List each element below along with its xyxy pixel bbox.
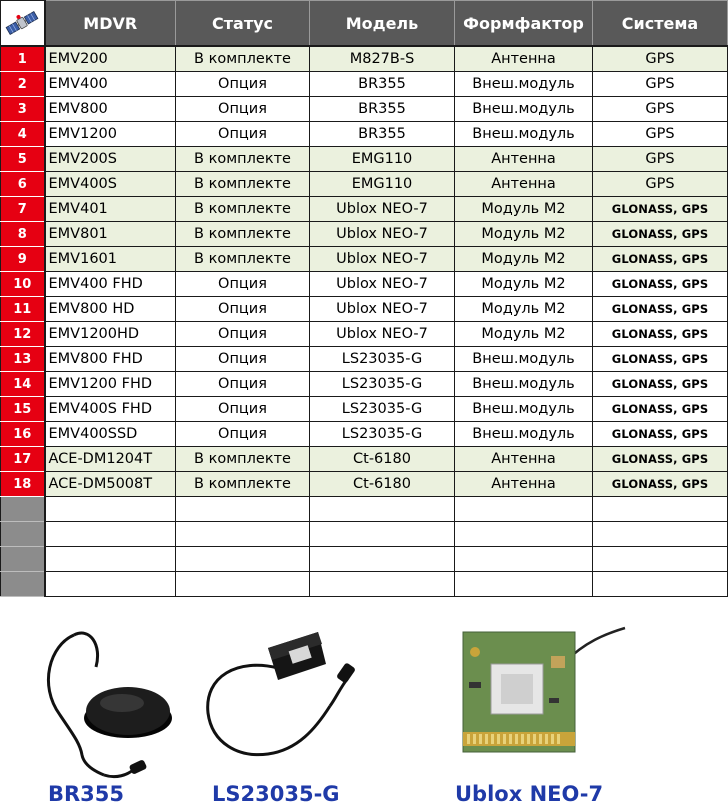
cell-system: GPS [593, 72, 728, 97]
row-number: 11 [1, 297, 45, 322]
cell-system: GLONASS, GPS [593, 222, 728, 247]
empty-cell [455, 572, 593, 597]
cell-system: GPS [593, 97, 728, 122]
row-number: 4 [1, 122, 45, 147]
table-row [1, 447, 728, 472]
cell-status: Опция [176, 347, 310, 372]
header-model: Модель [310, 1, 455, 47]
row-number-empty [1, 497, 45, 522]
table-row [1, 247, 728, 272]
cell-system: GLONASS, GPS [593, 322, 728, 347]
cell-formfactor: Антенна [455, 472, 593, 497]
br355-receiver-image [30, 615, 180, 785]
cell-model: Ublox NEO-7 [310, 297, 455, 322]
cell-model: LS23035-G [310, 397, 455, 422]
cell-mdvr: EMV1601 [45, 247, 176, 272]
cell-formfactor: Модуль М2 [455, 322, 593, 347]
satellite-icon [4, 8, 40, 38]
cell-system: GLONASS, GPS [593, 247, 728, 272]
header-status: Статус [176, 1, 310, 47]
cell-status: Опция [176, 397, 310, 422]
cell-mdvr: EMV800 [45, 97, 176, 122]
empty-cell [455, 547, 593, 572]
empty-cell [45, 547, 176, 572]
empty-row [1, 572, 728, 597]
cell-mdvr: EMV1200HD [45, 322, 176, 347]
cell-mdvr: EMV800 FHD [45, 347, 176, 372]
cell-formfactor: Модуль М2 [455, 222, 593, 247]
cell-formfactor: Внеш.модуль [455, 422, 593, 447]
row-number: 14 [1, 372, 45, 397]
cell-model: LS23035-G [310, 347, 455, 372]
table-row [1, 322, 728, 347]
cell-model: Ct-6180 [310, 447, 455, 472]
row-number: 12 [1, 322, 45, 347]
corner-cell [1, 1, 45, 47]
cell-mdvr: EMV400 [45, 72, 176, 97]
ls23035-g-receiver-image [198, 618, 373, 778]
cell-status: В комплекте [176, 472, 310, 497]
cell-system: GLONASS, GPS [593, 197, 728, 222]
cell-system: GLONASS, GPS [593, 447, 728, 472]
table-row [1, 147, 728, 172]
row-number: 17 [1, 447, 45, 472]
table-row [1, 347, 728, 372]
cell-mdvr: EMV400SSD [45, 422, 176, 447]
cell-formfactor: Внеш.модуль [455, 97, 593, 122]
table-row [1, 472, 728, 497]
caption-ublox-neo-7: Ublox NEO-7 [455, 782, 604, 806]
caption-br355: BR355 [48, 782, 125, 806]
table-row [1, 72, 728, 97]
empty-cell [455, 497, 593, 522]
table-row [1, 172, 728, 197]
caption-ls23035-g: LS23035-G [212, 782, 340, 806]
cell-model: Ublox NEO-7 [310, 272, 455, 297]
cell-system: GPS [593, 122, 728, 147]
cell-mdvr: EMV800 HD [45, 297, 176, 322]
cell-status: В комплекте [176, 172, 310, 197]
cell-status: Опция [176, 122, 310, 147]
empty-cell [310, 547, 455, 572]
cell-system: GLONASS, GPS [593, 397, 728, 422]
empty-cell [593, 522, 728, 547]
cell-formfactor: Внеш.модуль [455, 347, 593, 372]
cell-mdvr: EMV400S FHD [45, 397, 176, 422]
cell-formfactor: Внеш.модуль [455, 122, 593, 147]
row-number: 1 [1, 46, 45, 72]
table-row [1, 222, 728, 247]
row-number: 8 [1, 222, 45, 247]
cell-model: BR355 [310, 122, 455, 147]
table-row [1, 197, 728, 222]
cell-status: Опция [176, 422, 310, 447]
cell-mdvr: EMV400 FHD [45, 272, 176, 297]
cell-system: GPS [593, 46, 728, 72]
table-row [1, 422, 728, 447]
cell-model: Ublox NEO-7 [310, 247, 455, 272]
cell-status: В комплекте [176, 147, 310, 172]
cell-mdvr: EMV1200 FHD [45, 372, 176, 397]
table-row [1, 372, 728, 397]
cell-system: GPS [593, 147, 728, 172]
row-number: 10 [1, 272, 45, 297]
cell-status: Опция [176, 97, 310, 122]
cell-formfactor: Внеш.модуль [455, 397, 593, 422]
table-row [1, 397, 728, 422]
cell-model: M827B-S [310, 46, 455, 72]
empty-cell [176, 497, 310, 522]
row-number: 13 [1, 347, 45, 372]
cell-mdvr: ACE-DM1204T [45, 447, 176, 472]
cell-status: В комплекте [176, 197, 310, 222]
cell-mdvr: EMV400S [45, 172, 176, 197]
cell-status: В комплекте [176, 46, 310, 72]
cell-model: EMG110 [310, 172, 455, 197]
cell-model: Ublox NEO-7 [310, 197, 455, 222]
cell-status: В комплекте [176, 247, 310, 272]
cell-status: Опция [176, 372, 310, 397]
row-number: 2 [1, 72, 45, 97]
cell-formfactor: Внеш.модуль [455, 72, 593, 97]
cell-system: GLONASS, GPS [593, 297, 728, 322]
cell-formfactor: Антенна [455, 46, 593, 72]
cell-model: Ct-6180 [310, 472, 455, 497]
cell-formfactor: Антенна [455, 147, 593, 172]
cell-status: Опция [176, 297, 310, 322]
empty-cell [45, 572, 176, 597]
empty-cell [310, 522, 455, 547]
cell-formfactor: Внеш.модуль [455, 372, 593, 397]
row-number-empty [1, 522, 45, 547]
header-mdvr: MDVR [45, 1, 176, 47]
cell-mdvr: EMV401 [45, 197, 176, 222]
empty-row [1, 522, 728, 547]
empty-cell [593, 497, 728, 522]
cell-formfactor: Модуль М2 [455, 297, 593, 322]
cell-status: Опция [176, 322, 310, 347]
cell-system: GLONASS, GPS [593, 472, 728, 497]
cell-mdvr: EMV200S [45, 147, 176, 172]
table-row [1, 46, 728, 72]
empty-cell [593, 572, 728, 597]
cell-status: В комплекте [176, 222, 310, 247]
cell-model: LS23035-G [310, 422, 455, 447]
row-number: 5 [1, 147, 45, 172]
row-number: 6 [1, 172, 45, 197]
cell-formfactor: Модуль М2 [455, 272, 593, 297]
empty-row [1, 497, 728, 522]
row-number: 3 [1, 97, 45, 122]
empty-cell [455, 522, 593, 547]
empty-cell [310, 497, 455, 522]
row-number: 15 [1, 397, 45, 422]
cell-formfactor: Антенна [455, 172, 593, 197]
table-row [1, 297, 728, 322]
cell-model: Ublox NEO-7 [310, 222, 455, 247]
cell-model: Ublox NEO-7 [310, 322, 455, 347]
cell-system: GLONASS, GPS [593, 372, 728, 397]
ublox-neo-7-module-image [455, 622, 630, 762]
cell-system: GLONASS, GPS [593, 347, 728, 372]
row-number: 18 [1, 472, 45, 497]
empty-cell [310, 572, 455, 597]
cell-formfactor: Антенна [455, 447, 593, 472]
table-row [1, 122, 728, 147]
cell-system: GLONASS, GPS [593, 272, 728, 297]
cell-mdvr: EMV1200 [45, 122, 176, 147]
header-row [1, 1, 728, 47]
cell-mdvr: EMV801 [45, 222, 176, 247]
empty-cell [45, 497, 176, 522]
header-formfactor: Формфактор [455, 1, 593, 47]
empty-cell [176, 572, 310, 597]
empty-cell [593, 547, 728, 572]
row-number-empty [1, 547, 45, 572]
cell-mdvr: ACE-DM5008T [45, 472, 176, 497]
empty-cell [45, 522, 176, 547]
row-number: 9 [1, 247, 45, 272]
cell-model: LS23035-G [310, 372, 455, 397]
empty-cell [176, 547, 310, 572]
cell-formfactor: Модуль М2 [455, 197, 593, 222]
cell-mdvr: EMV200 [45, 46, 176, 72]
row-number: 7 [1, 197, 45, 222]
cell-status: Опция [176, 272, 310, 297]
table-row [1, 97, 728, 122]
cell-formfactor: Модуль М2 [455, 247, 593, 272]
cell-model: BR355 [310, 72, 455, 97]
cell-system: GPS [593, 172, 728, 197]
empty-row [1, 547, 728, 572]
header-system: Система [593, 1, 728, 47]
row-number-empty [1, 572, 45, 597]
row-number: 16 [1, 422, 45, 447]
cell-system: GLONASS, GPS [593, 422, 728, 447]
table-row [1, 272, 728, 297]
cell-status: Опция [176, 72, 310, 97]
empty-cell [176, 522, 310, 547]
cell-status: В комплекте [176, 447, 310, 472]
cell-model: BR355 [310, 97, 455, 122]
cell-model: EMG110 [310, 147, 455, 172]
